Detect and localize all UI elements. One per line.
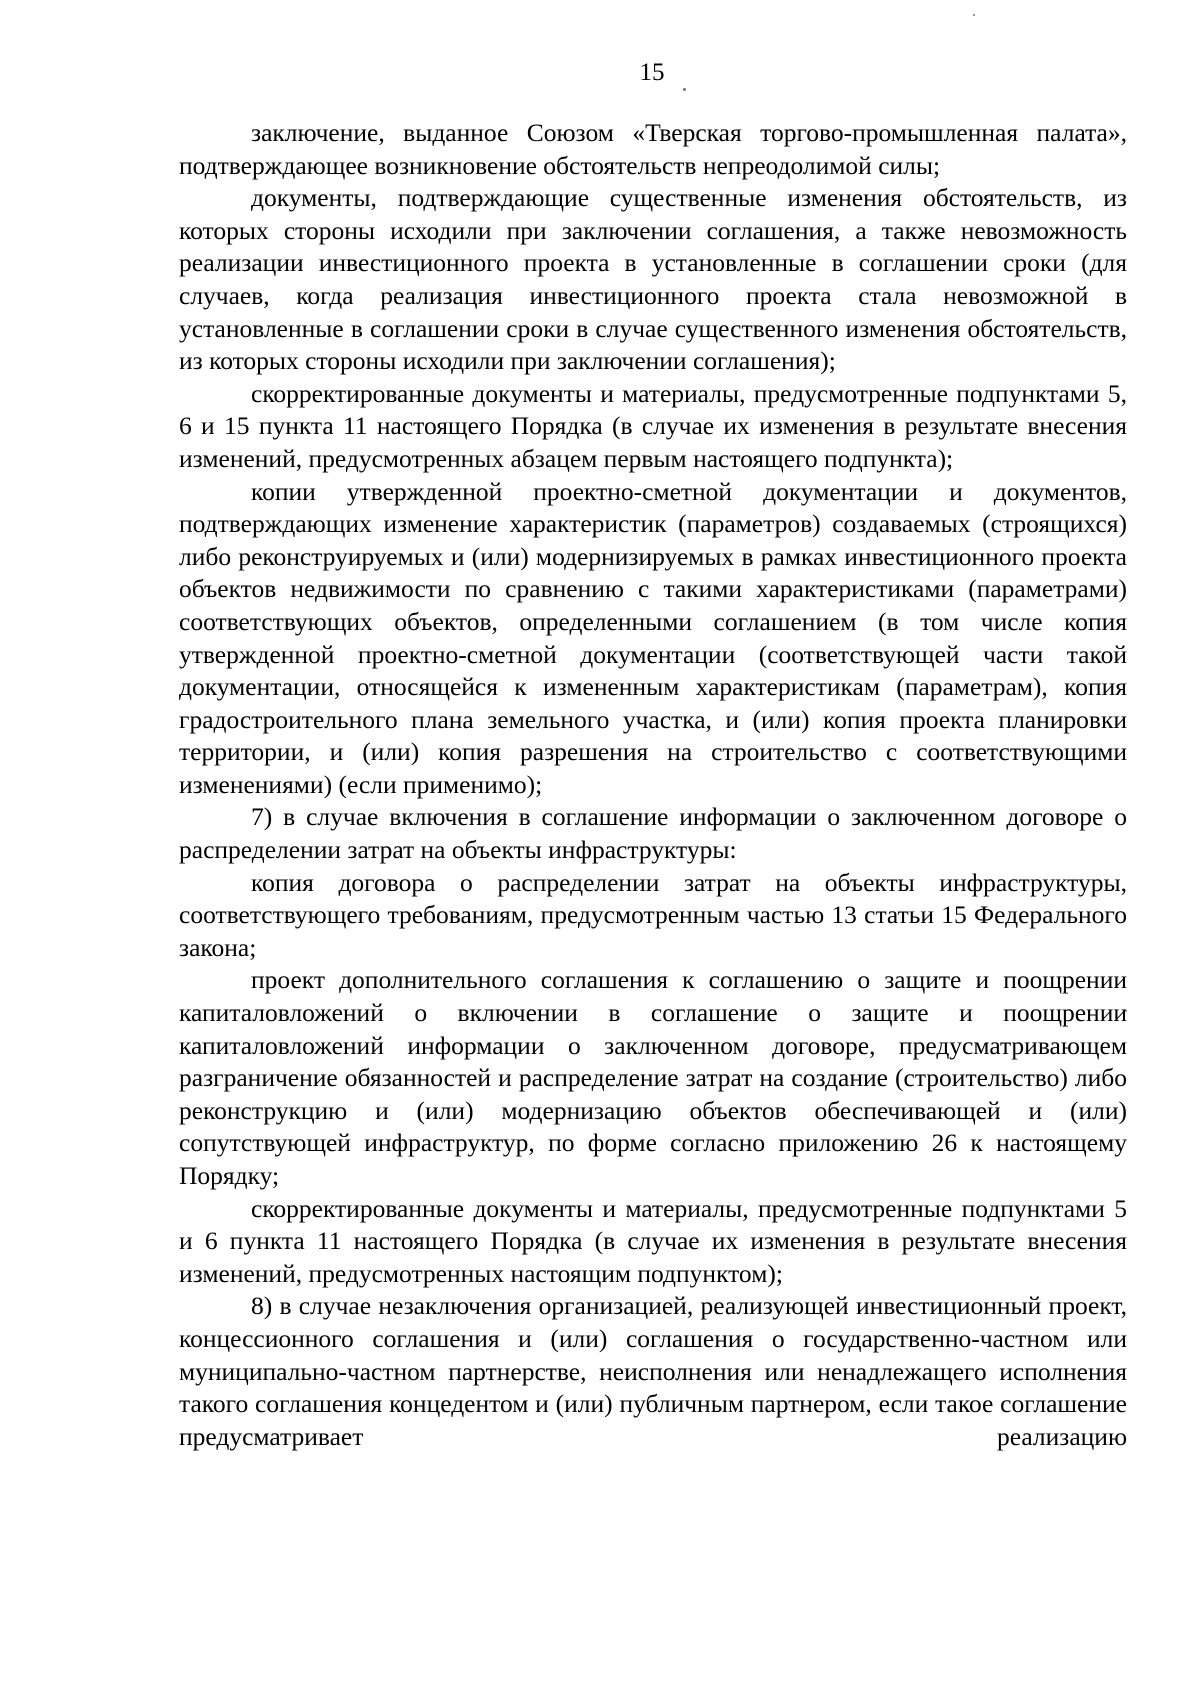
scan-speck	[973, 14, 975, 16]
paragraph: копии утвержденной проектно-сметной документации и документов, подтверждающих изменение характеристик (параметров) создаваемых (строящихся) либо реконструируемых и (или) модернизируемых в рамках инвестиционного проекта объектов недвижимости по сравнению с такими характеристиками (параметрами) соответствующих объектов, определенными соглашением (в том числе копия утвержденной проектно-сметной документации (соответствующей части такой документации, относящейся к измененным характеристикам (параметрам), копия градостроительного плана земельного участка, и (или) копия проекта планировки территории, и (или) копия разрешения на строительство с соответствующими изменениями) (если применимо);	[179, 476, 1127, 799]
page-number: 15	[639, 59, 665, 86]
scan-speck	[683, 88, 686, 91]
paragraph: копия договора о распределении затрат на объекты инфраструктуры, соответствующего требованиям, предусмотренным частью 13 статьи 15 Федерального закона;	[179, 867, 1127, 962]
paragraph: 7) в случае включения в соглашение информации о заключенном договоре о распределении затрат на объекты инфраструктуры:	[179, 802, 1127, 865]
paragraph: 8) в случае незаключения организацией, реализующей инвестиционный проект, концессионного соглашения и (или) соглашения о государственно-частном или муниципально-частном партнерстве, неисполнения или ненадлежащего исполнения такого соглашения концедентом и (или) публичным партнером, если такое соглашение предусматривает реализацию	[179, 1291, 1127, 1451]
paragraph: проект дополнительного соглашения к соглашению о защите и поощрении капиталовложений о включении в соглашение о защите и поощрении капиталовложений информации о заключенном договоре, предусматривающем разграничение обязанностей и распределение затрат на создание (строительство) либо реконструкцию и (или) модернизацию объектов обеспечивающей и (или) сопутствующей инфраструктур, по форме согласно приложению 26 к настоящему Порядку;	[179, 965, 1127, 1190]
paragraph: заключение, выданное Союзом «Тверская торгово-промышленная палата», подтверждающее возникновение обстоятельств непреодолимой силы;	[179, 118, 1127, 180]
paragraph: скорректированные документы и материалы, предусмотренные подпунктами 5, 6 и 15 пункта 11 настоящего Порядка (в случае их изменения в результате внесения изменений, предусмотренных абзацем первым настоящего подпункта);	[179, 378, 1127, 473]
paragraph: документы, подтверждающие существенные изменения обстоятельств, из которых стороны исходили при заключении соглашения, а также невозможность реализации инвестиционного проекта в установленные в соглашении сроки (для случаев, когда реализация инвестиционного проекта стала невозможной в установленные в соглашении сроки в случае существенного изменения обстоятельств, из которых стороны исходили при заключении соглашения);	[179, 183, 1127, 376]
paragraph: скорректированные документы и материалы, предусмотренные подпунктами 5 и 6 пункта 11 настоящего Порядка (в случае их изменения в результате внесения изменений, предусмотренных настоящим подпунктом);	[179, 1193, 1127, 1288]
document-body	[179, 117, 1127, 1453]
